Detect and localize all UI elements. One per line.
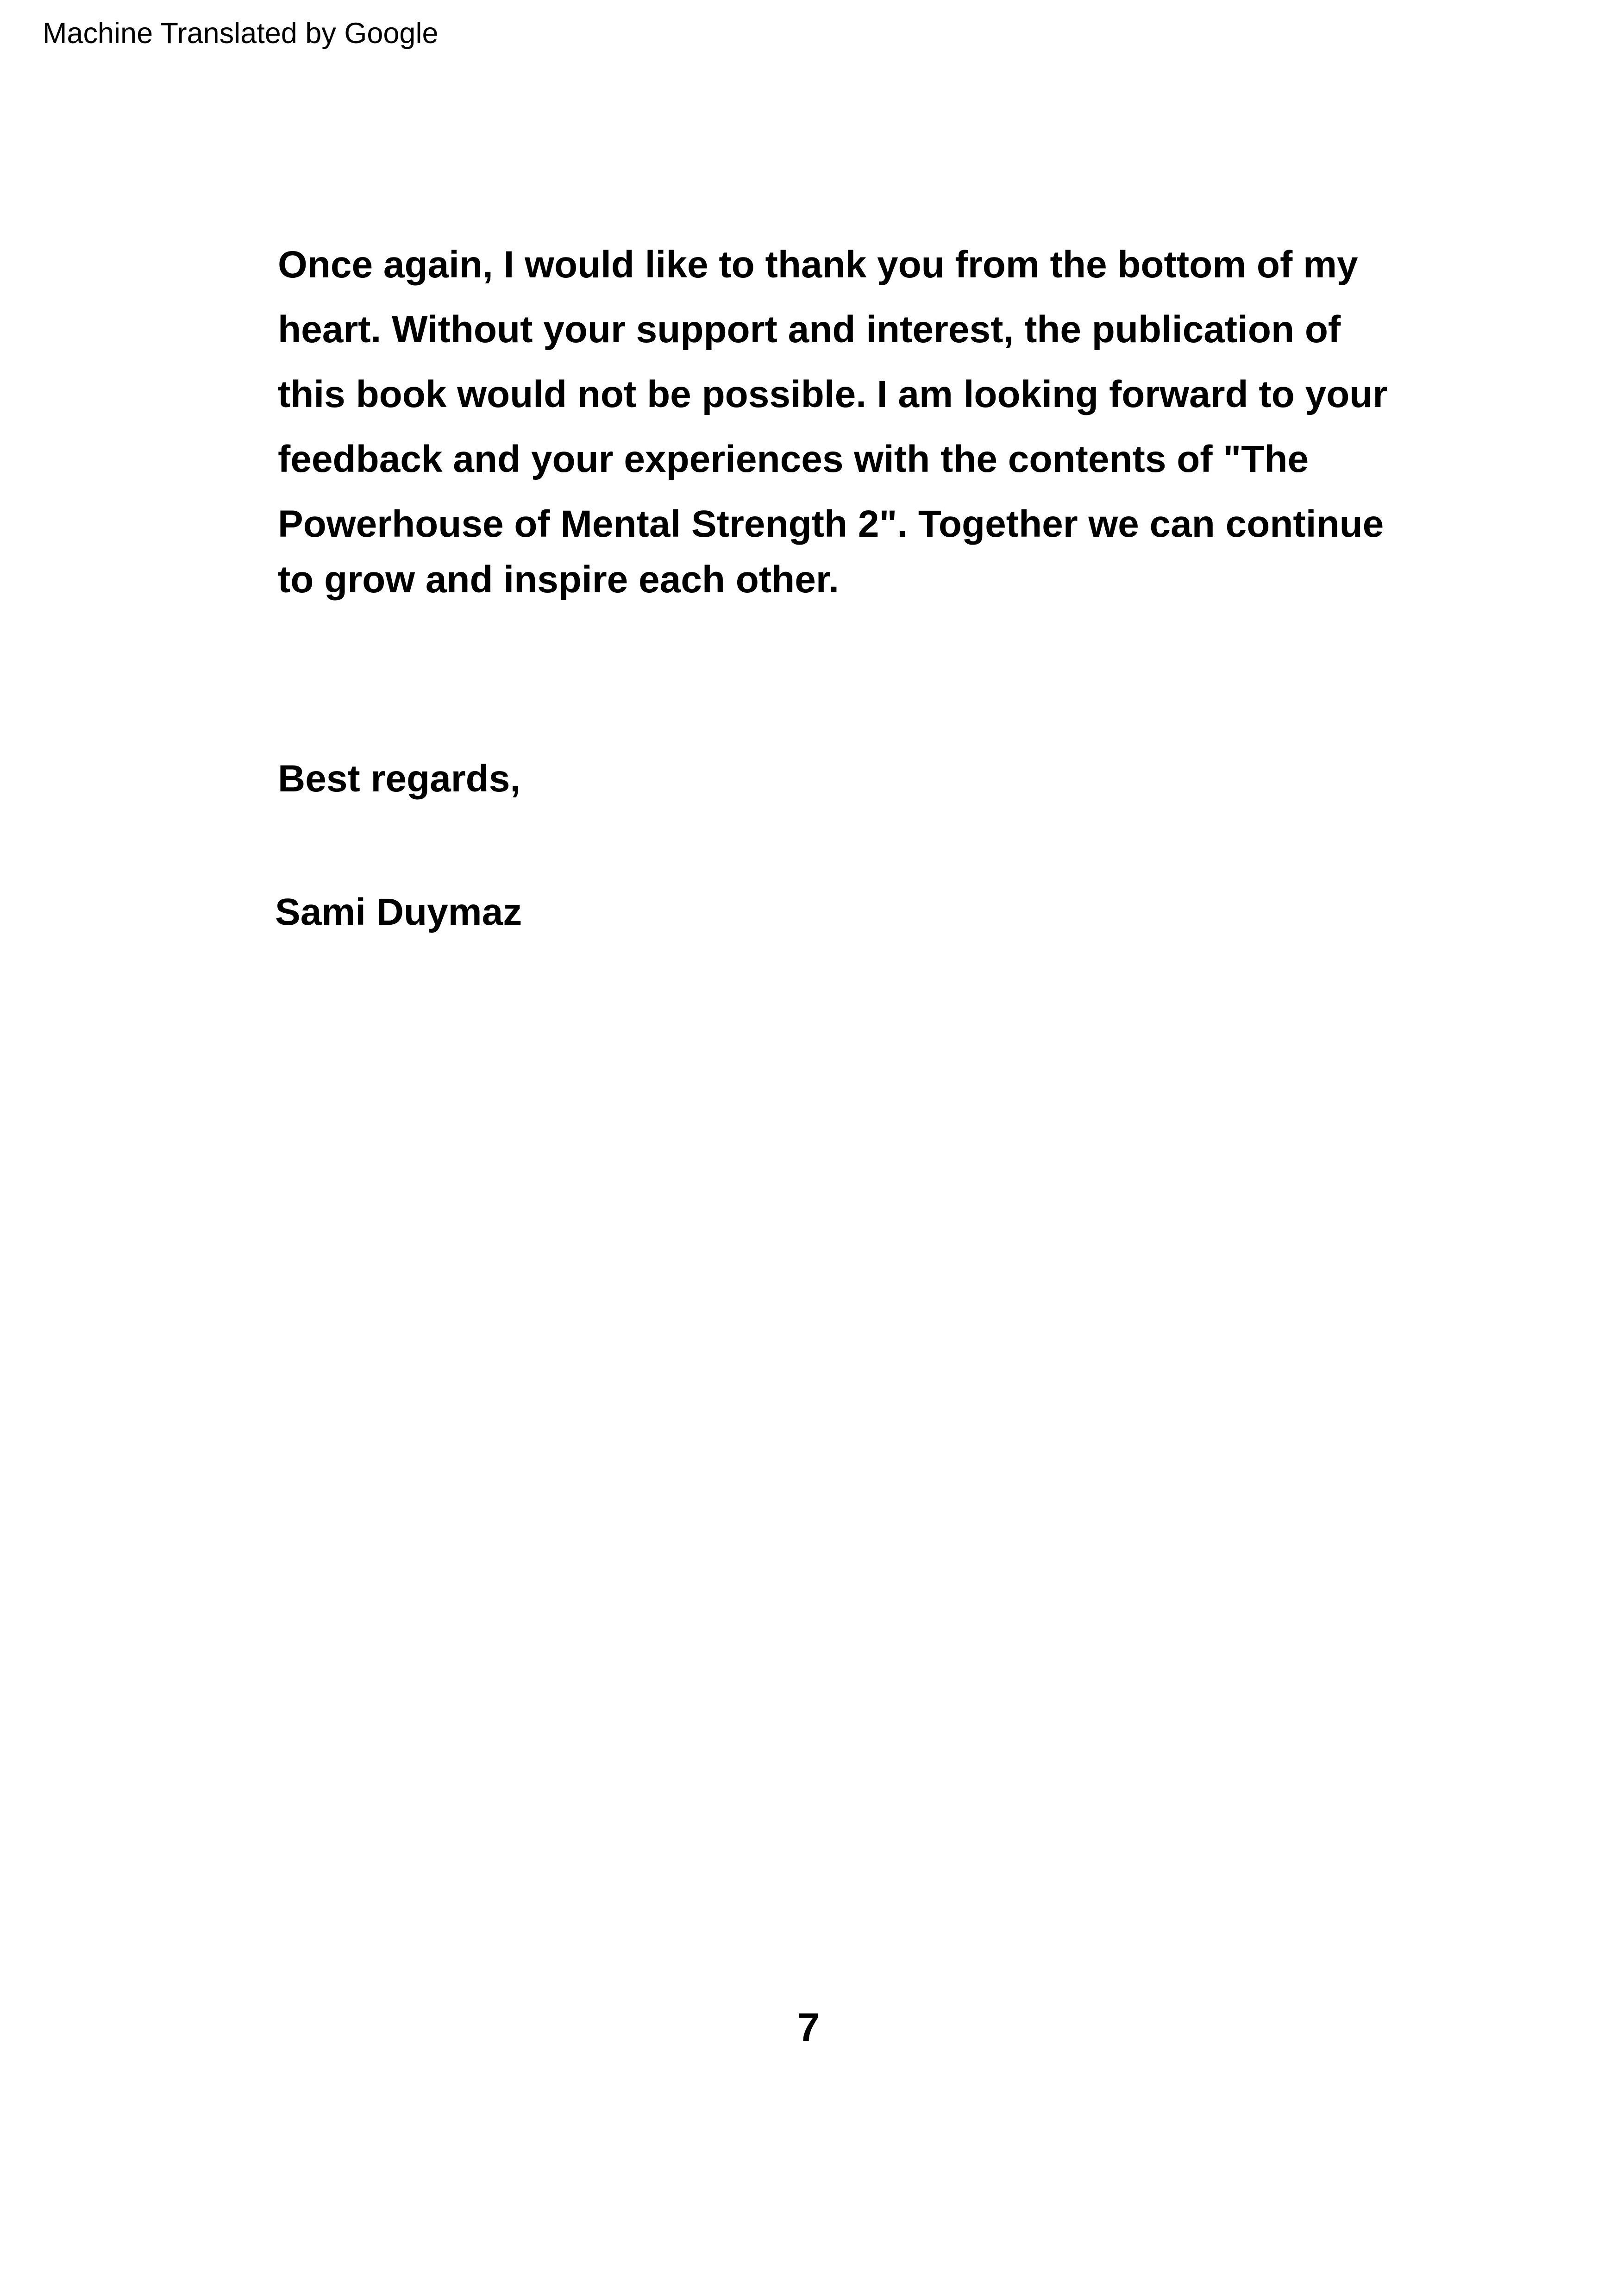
paragraph-line: to grow and inspire each other. — [278, 558, 839, 601]
paragraph-line: feedback and your experiences with the contents of "The — [278, 438, 1309, 480]
page-number: 7 — [797, 2005, 820, 2050]
machine-translation-note: Machine Translated by Google — [43, 17, 439, 50]
paragraph-line: Once again, I would like to thank you from the bottom of my — [278, 244, 1358, 286]
author-signature: Sami Duymaz — [275, 891, 522, 933]
paragraph-line: Powerhouse of Mental Strength 2". Together we can continue — [278, 503, 1384, 545]
paragraph-line: this book would not be possible. I am looking forward to your — [278, 373, 1388, 415]
paragraph-line: heart. Without your support and interest, the publication of — [278, 308, 1341, 351]
closing-salutation: Best regards, — [278, 758, 521, 800]
